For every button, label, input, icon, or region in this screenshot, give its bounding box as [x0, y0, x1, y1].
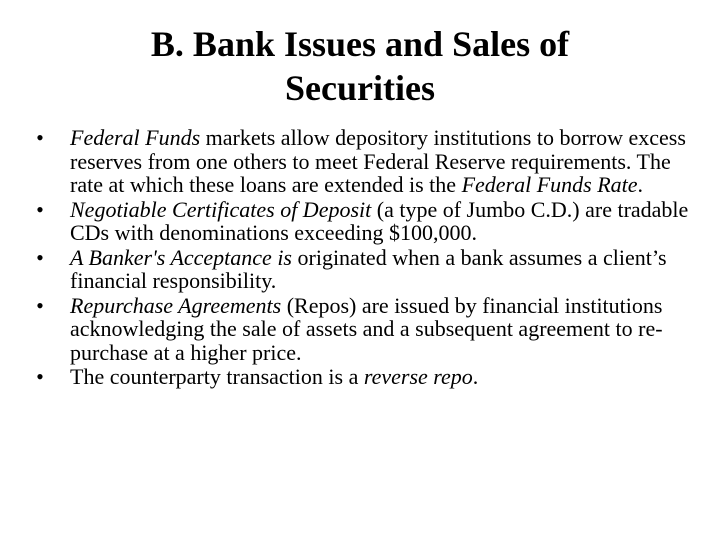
- bullet-item: [30, 126, 700, 197]
- bullet-text: [70, 246, 700, 293]
- bullet-item: [30, 294, 700, 365]
- bullet-item: [30, 246, 700, 293]
- text-segment: originated when a bank assumes a client’s financial responsibility.: [70, 244, 667, 293]
- slide-title: [0, 22, 720, 110]
- bullet-item: [30, 198, 700, 245]
- bullet-text: [70, 126, 700, 197]
- bullet-marker: •: [36, 125, 44, 150]
- bullet-text: [70, 365, 700, 389]
- bullet-marker: •: [36, 244, 44, 270]
- bullet-list: [30, 126, 700, 390]
- bullet-text: [70, 294, 700, 365]
- bullet-marker: •: [36, 292, 44, 318]
- text-segment: .: [637, 172, 644, 197]
- text-segment: The counterparty transaction is a: [70, 364, 364, 389]
- italic-term: Federal Funds Rate: [461, 172, 638, 197]
- bullet-marker: •: [36, 364, 44, 389]
- text-segment: (a type of Jumbo C.D.) are tradable CDs with denominations exceeding $100,000.: [70, 196, 689, 245]
- bullet-item: [30, 365, 700, 389]
- slide-title-line-1: B. Bank Issues and Sales of: [150, 24, 570, 64]
- text-segment: markets allow depository institutions to borrow excess reserves from one others to meet Federal Reserve requirements. The rate at which these loans are extended is the: [70, 125, 686, 197]
- bullet-marker: •: [36, 196, 44, 222]
- italic-term: Negotiable Certificates of Deposit: [70, 196, 372, 222]
- italic-term: A Banker's Acceptance is: [70, 244, 292, 270]
- text-segment: (Repos) are issued by financial institutions acknowledging the sale of assets and a subsequent agreement to re-purchase at a higher price.: [70, 292, 663, 365]
- italic-term: Repurchase Agreements: [70, 292, 282, 318]
- text-segment: .: [472, 364, 479, 389]
- italic-term: reverse repo: [363, 364, 473, 389]
- slide-title-line-2: Securities: [285, 68, 435, 108]
- italic-term: Federal Funds: [70, 125, 201, 150]
- bullet-text: [70, 198, 700, 245]
